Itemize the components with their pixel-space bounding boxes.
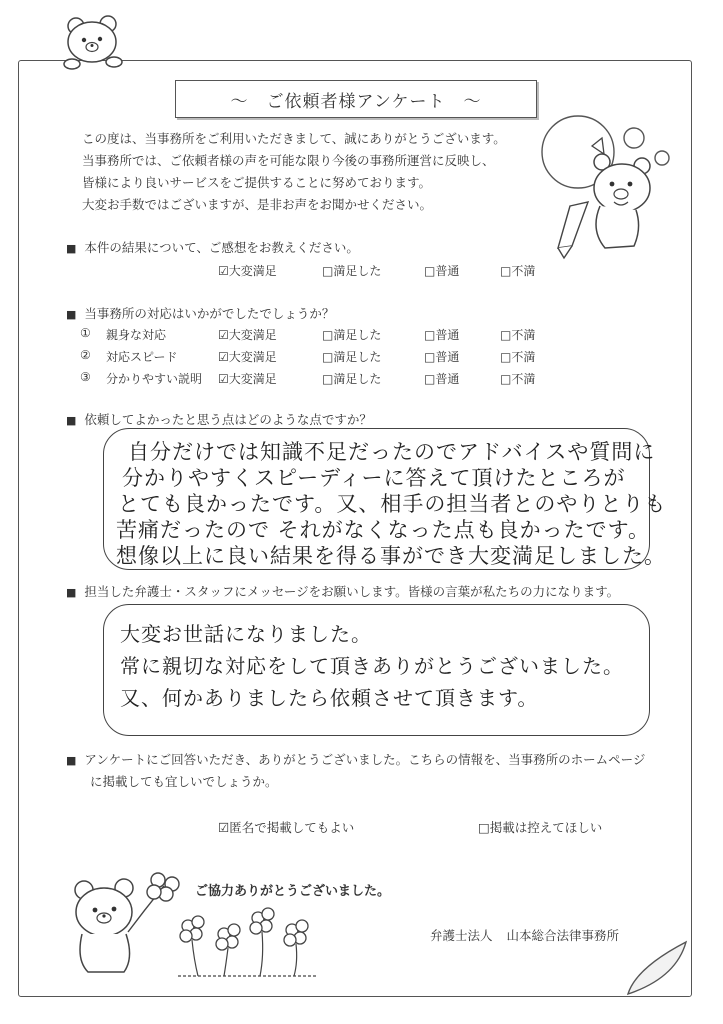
firm-type: 弁護士法人: [430, 928, 493, 943]
q2-row-3-unsatisfied[interactable]: □不満: [500, 372, 536, 386]
question-1-text: 本件の結果について、ご感想をお教えください。: [84, 240, 359, 255]
question-5-text-line-1: アンケートにご回答いただき、ありがとうございました。こちらの情報を、当事務所のホームページ: [84, 752, 646, 767]
q4-answer-line: 大変お世話になりました。: [120, 622, 372, 646]
q2-row-number: ③: [80, 370, 91, 384]
q2-row-3-normal[interactable]: □普通: [424, 372, 460, 386]
q2-row-2-normal[interactable]: □普通: [424, 350, 460, 364]
question-5-text-line-2: に掲載しても宜しいでしょうか。: [90, 774, 278, 789]
q2-row-number: ①: [80, 326, 91, 340]
question-5: [66, 750, 645, 768]
q2-row-1-satisfied[interactable]: □満足した: [322, 328, 382, 342]
q2-row-3-satisfied[interactable]: □満足した: [322, 372, 382, 386]
q2-row-label: 分かりやすい説明: [106, 372, 203, 386]
question-2-text: 当事務所の対応はいかがでしたでしょうか？: [84, 306, 335, 321]
survey-title: ～ ご依頼者様アンケート ～: [175, 80, 537, 118]
q1-option-unsatisfied[interactable]: □不満: [500, 264, 536, 278]
question-2: [66, 304, 334, 322]
bullet-square: ■: [66, 586, 77, 599]
consent-anonymous-option[interactable]: ☑匿名で掲載してもよい: [218, 820, 355, 835]
q2-row-label: 対応スピード: [106, 350, 178, 364]
firm-signature: [430, 926, 633, 944]
q1-option-satisfied[interactable]: □満足した: [322, 264, 382, 278]
question-1: [66, 238, 359, 256]
thanks-message: ご協力ありがとうございました。: [195, 884, 391, 899]
q2-row-3: [0, 370, 723, 390]
q3-answer-line: 分かりやすくスピーディーに答えて頂けたところが: [122, 466, 626, 490]
q2-row-label: 親身な対応: [106, 328, 167, 342]
q3-answer-line: 想像以上に良い結果を得る事ができ大変満足しました。: [116, 544, 666, 568]
q1-options: [0, 262, 723, 282]
q3-answer-line: とても良かったです。又、相手の担当者とのやりとりも: [118, 492, 667, 516]
q2-row-2-very-satisfied[interactable]: ☑大変満足: [218, 350, 277, 364]
question-4-text: 担当した弁護士・スタッフにメッセージをお願いします。皆様の言葉が私たちの力になります。: [84, 584, 620, 599]
clover-flowers-icon: [178, 906, 318, 978]
q1-option-normal[interactable]: □普通: [424, 264, 460, 278]
bear-with-clover-icon: [62, 868, 192, 978]
q3-answer-line: 自分だけでは知識不足だったのでアドバイスや質問に: [128, 440, 656, 464]
bullet-square: ■: [66, 414, 77, 427]
q2-row-1-very-satisfied[interactable]: ☑大変満足: [218, 328, 277, 342]
q2-row-2: [0, 348, 723, 368]
firm-name: 山本総合法律事務所: [506, 928, 620, 943]
question-4: [66, 582, 619, 600]
intro-text: [82, 128, 552, 216]
intro-line: 当事務所では、ご依頼者様の声を可能な限り今後の事務所運営に反映し、: [82, 153, 495, 168]
q4-answer-line: 又、何かありましたら依頼させて頂きます。: [120, 686, 539, 710]
bear-with-pencil-icon: [530, 110, 690, 260]
question-3: [66, 410, 372, 428]
intro-line: 大変お手数ではございますが、是非お声をお聞かせください。: [82, 197, 433, 212]
bear-peeking-icon: [60, 12, 130, 72]
q2-row-2-unsatisfied[interactable]: □不満: [500, 350, 536, 364]
q2-row-1-normal[interactable]: □普通: [424, 328, 460, 342]
q2-row-1: [0, 326, 723, 346]
consent-decline-option[interactable]: □掲載は控えてほしい: [478, 820, 603, 835]
q1-option-very-satisfied[interactable]: ☑大変満足: [218, 264, 277, 278]
q3-answer-line: 苦痛だったので それがなくなった点も良かったです。: [116, 518, 650, 542]
intro-line: 皆様により良いサービスをご提供することに努めております。: [82, 175, 432, 190]
q4-answer-line: 常に親切な対応をして頂きありがとうございました。: [120, 654, 624, 678]
q2-row-1-unsatisfied[interactable]: □不満: [500, 328, 536, 342]
q2-row-number: ②: [80, 348, 91, 362]
intro-line: この度は、当事務所をご利用いただきまして、誠にありがとうございます。: [82, 131, 506, 146]
bullet-square: ■: [66, 308, 77, 321]
page-curl-decoration: [626, 938, 690, 996]
bullet-square: ■: [66, 754, 77, 767]
question-3-text: 依頼してよかったと思う点はどのような点ですか？: [84, 412, 372, 427]
bullet-square: ■: [66, 242, 77, 255]
q2-row-2-satisfied[interactable]: □満足した: [322, 350, 382, 364]
q2-row-3-very-satisfied[interactable]: ☑大変満足: [218, 372, 277, 386]
